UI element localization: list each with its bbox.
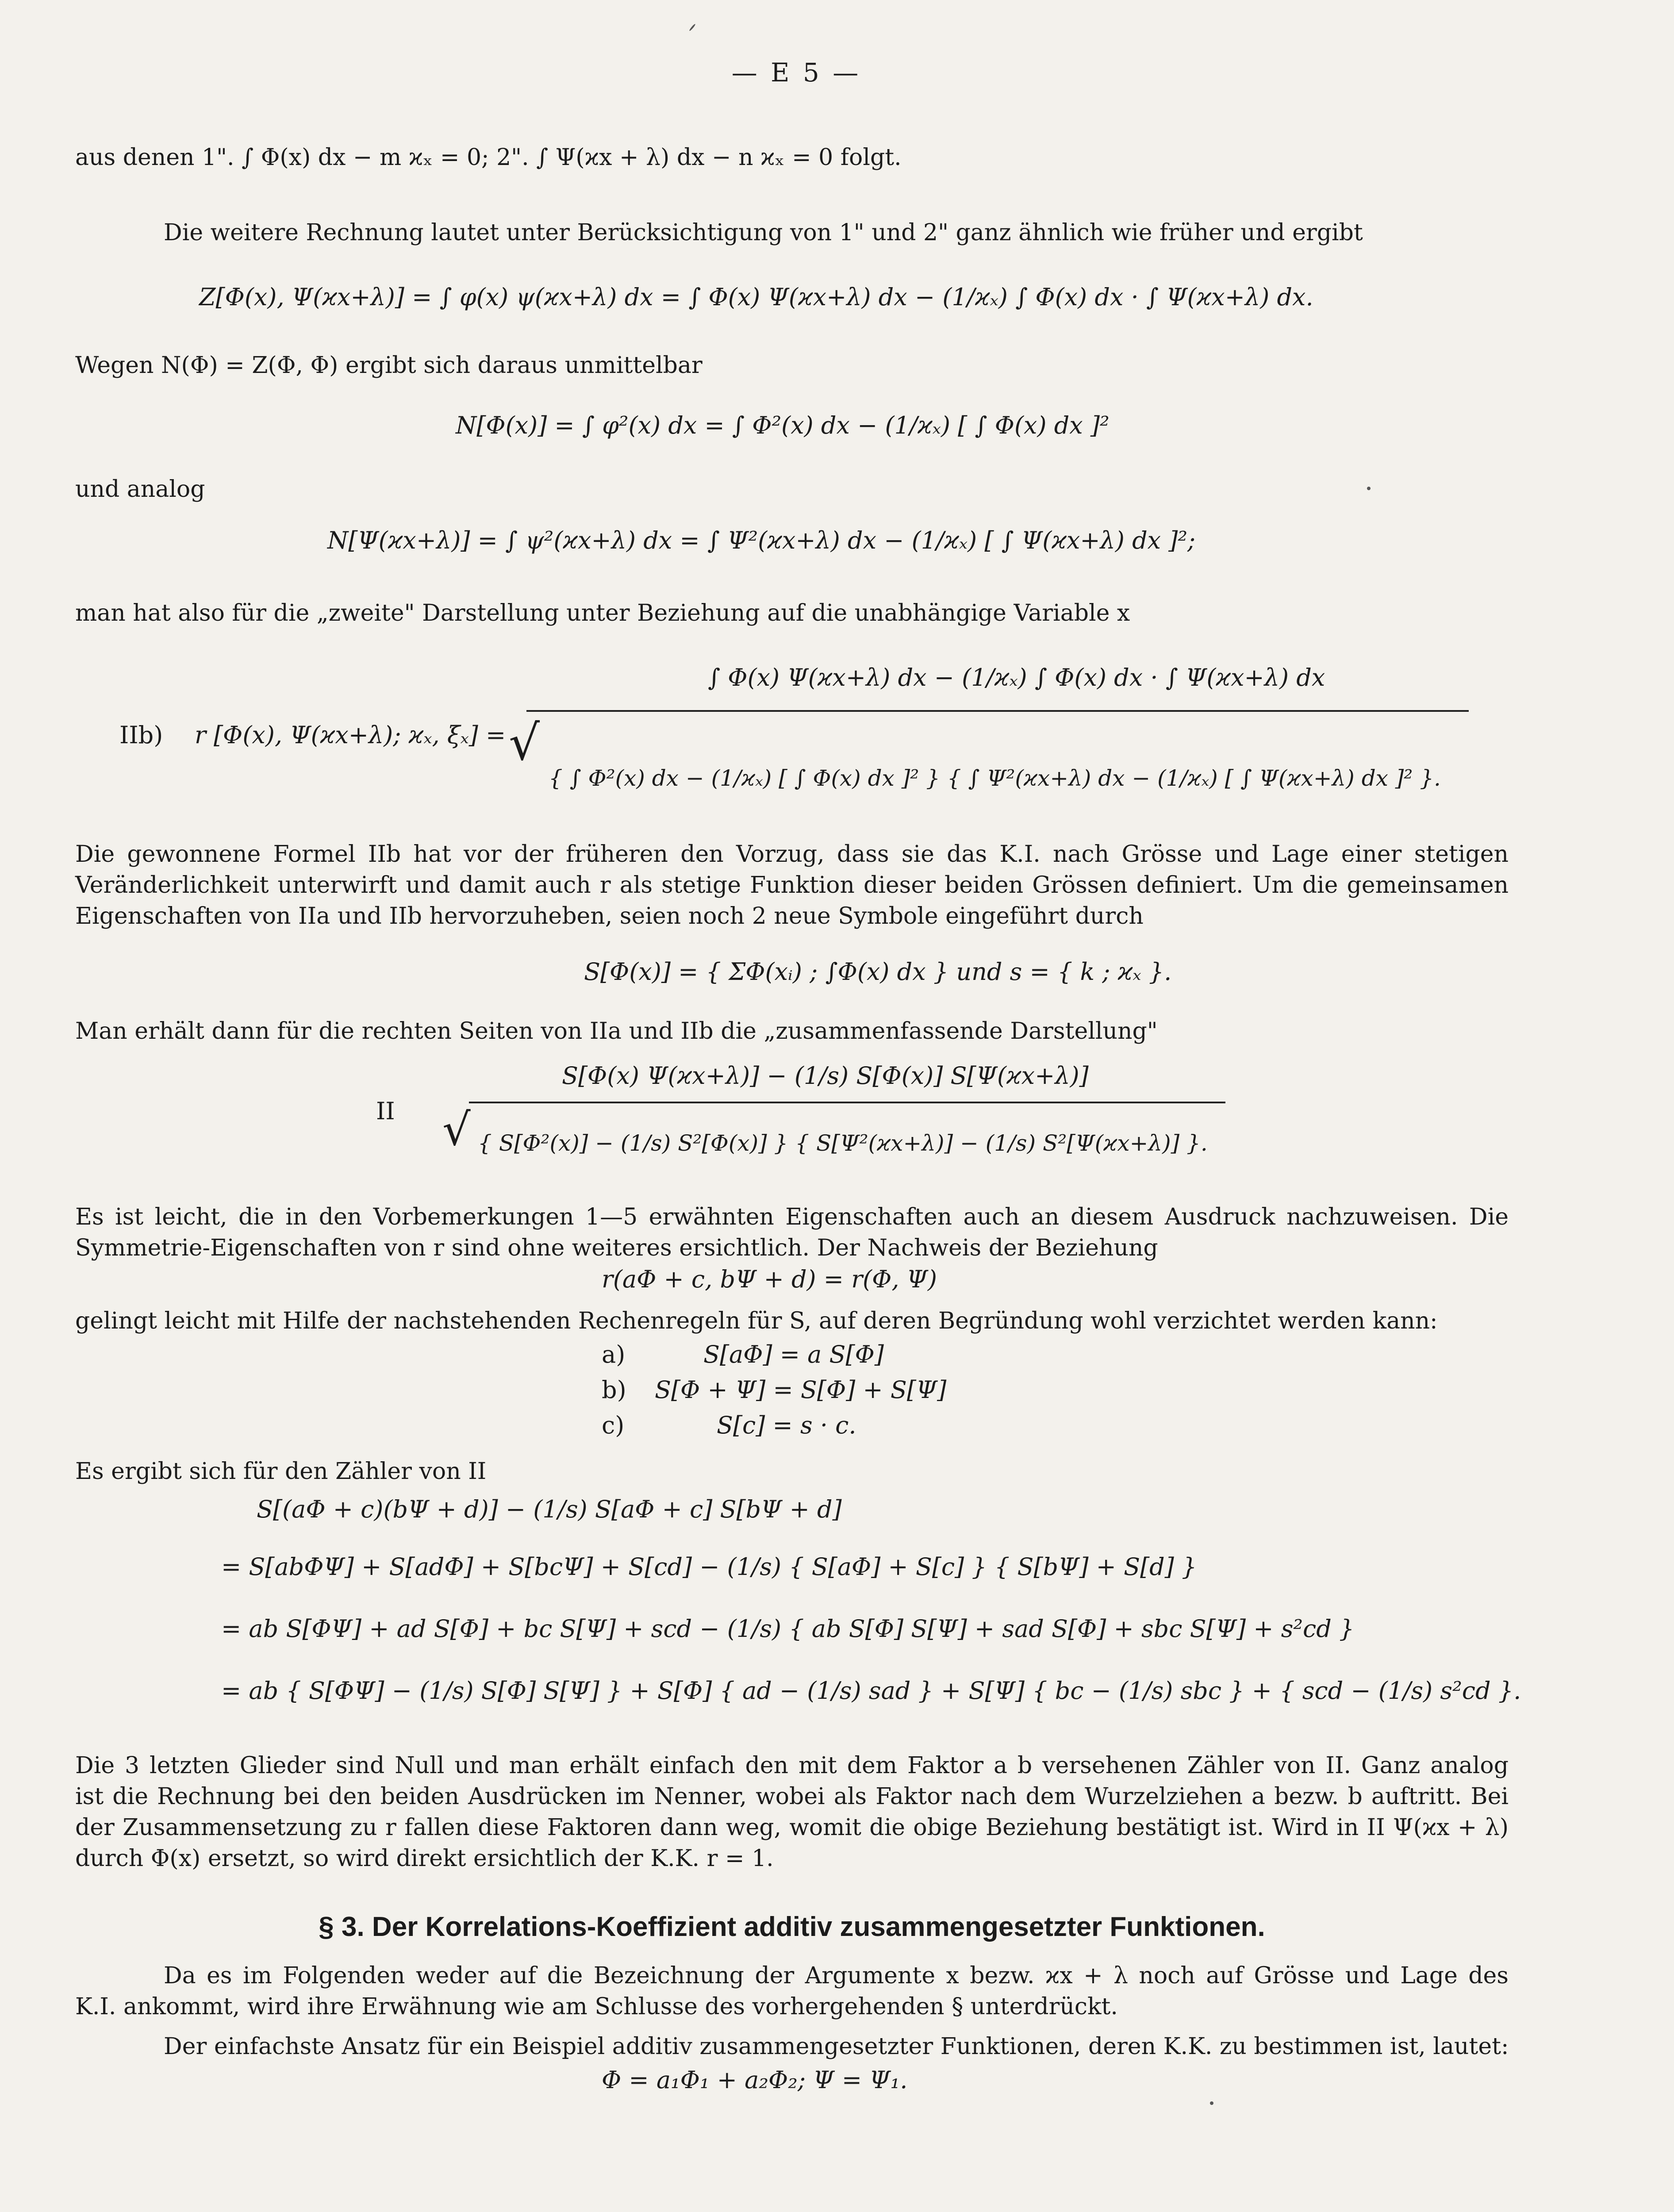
derivation-line-3: = ab S[ΦΨ] + ad S[Φ] + bc S[Ψ] + scd − (1/s) { ab S[Φ] S[Ψ] + sad S[Φ] + sbc S[Ψ] + s²cd } — [221, 1615, 1355, 1643]
text-line: durch Φ(x) ersetzt, so wird direkt ersichtlich der K.K. r = 1. — [75, 1845, 774, 1872]
equation-z: Z[Φ(x), Ψ(ϰx+λ)] = ∫ φ(x) ψ(ϰx+λ) dx = ∫ Φ(x) Ψ(ϰx+λ) dx − (1/ϰₓ) ∫ Φ(x) dx · ∫ Ψ(ϰx+λ) dx. — [199, 283, 1313, 311]
formula-ii-denominator: { S[Φ²(x)] − (1/s) S²[Φ(x)] } { S[Ψ²(ϰx+λ)] − (1/s) S²[Ψ(ϰx+λ)] }. — [478, 1130, 1208, 1156]
text-line: Der einfachste Ansatz für ein Beispiel additiv zusammengesetzter Funktionen, deren K.K. zu bestimmen ist, lautet: — [164, 2033, 1509, 2060]
root-sign: √ — [509, 714, 540, 771]
text-line: aus denen 1". ∫ Φ(x) dx − m ϰₓ = 0; 2". ∫ Ψ(ϰx + λ) dx − n ϰₓ = 0 folgt. — [75, 144, 902, 171]
text-line: Die gewonnene Formel IIb hat vor der früheren den Vorzug, dass sie das K.I. nach Grösse und Lage einer stetigen — [75, 841, 1509, 868]
equation-relation: r(aΦ + c, bΨ + d) = r(Φ, Ψ) — [602, 1265, 937, 1293]
rule-c: S[c] = s · c. — [717, 1411, 856, 1439]
text-line: Es ist leicht, die in den Vorbemerkungen 1—5 erwähnten Eigenschaften auch an diesem Ausdruck nachzuweisen. Die — [75, 1204, 1509, 1230]
text-line: gelingt leicht mit Hilfe der nachstehenden Rechenregeln für S, auf deren Begründung wohl verzichtet werden kann: — [75, 1308, 1438, 1334]
formula-iib-left: r [Φ(x), Ψ(ϰx+λ); ϰₓ, ξₓ] = — [195, 721, 506, 749]
page-number: — E 5 — — [731, 58, 861, 88]
formula-ii-numerator: S[Φ(x) Ψ(ϰx+λ)] − (1/s) S[Φ(x)] S[Ψ(ϰx+λ)] — [562, 1062, 1089, 1090]
scan-speck — [1210, 2101, 1213, 2105]
text-line: K.I. ankommt, wird ihre Erwähnung wie am Schlusse des vorhergehenden § unterdrückt. — [75, 1993, 1118, 2020]
text-line: der Zusammensetzung zu r fallen diese Faktoren dann weg, womit die obige Beziehung bestätigt ist. Wird in II Ψ(ϰx + λ) — [75, 1814, 1509, 1841]
section-heading: § 3. Der Korrelations-Koeffizient additiv zusammengesetzter Funktionen. — [319, 1912, 1265, 1942]
text-line: Man erhält dann für die rechten Seiten von IIa und IIb die „zusammenfassende Darstellung" — [75, 1018, 1158, 1045]
scan-speck — [1367, 487, 1371, 490]
text-line: und analog — [75, 476, 205, 503]
derivation-line-1: S[(aΦ + c)(bΨ + d)] − (1/s) S[aΦ + c] S[bΨ + d] — [257, 1495, 842, 1523]
symbol-definition: S[Φ(x)] = { ΣΦ(xᵢ) ; ∫Φ(x) dx } und s = { k ; ϰₓ }. — [584, 958, 1172, 986]
formula-iib-denominator: { ∫ Φ²(x) dx − (1/ϰₓ) [ ∫ Φ(x) dx ]² } { ∫ Ψ²(ϰx+λ) dx − (1/ϰₓ) [ ∫ Ψ(ϰx+λ) dx ]² }. — [549, 765, 1441, 791]
scan-speck — [689, 23, 696, 31]
equation-n2: N[Ψ(ϰx+λ)] = ∫ ψ²(ϰx+λ) dx = ∫ Ψ²(ϰx+λ) dx − (1/ϰₓ) [ ∫ Ψ(ϰx+λ) dx ]²; — [327, 526, 1196, 554]
rule-b: S[Φ + Ψ] = S[Φ] + S[Ψ] — [655, 1376, 947, 1404]
text-line: Es ergibt sich für den Zähler von II — [75, 1458, 487, 1485]
rule-label: c) — [602, 1411, 625, 1439]
formula-iib-numerator: ∫ Φ(x) Ψ(ϰx+λ) dx − (1/ϰₓ) ∫ Φ(x) dx · ∫ Ψ(ϰx+λ) dx — [708, 664, 1325, 691]
formula-label-ii: II — [376, 1097, 395, 1125]
text-line: Da es im Folgenden weder auf die Bezeichnung der Argumente x bezw. ϰx + λ noch auf Grösse und Lage des — [164, 1962, 1509, 1989]
text-line: ist die Rechnung bei den beiden Ausdrücken im Nenner, wobei als Faktor nach dem Wurzelziehen a bezw. b auftritt. Bei — [75, 1783, 1509, 1810]
text-line: Veränderlichkeit unterwirft und damit auch r als stetige Funktion dieser beiden Grössen definiert. Um die gemeinsamen — [75, 872, 1509, 899]
text-line: man hat also für die „zweite" Darstellung unter Beziehung auf die unabhängige Variable x — [75, 600, 1130, 626]
root-sign: √ — [442, 1104, 471, 1156]
equation-n1: N[Φ(x)] = ∫ φ²(x) dx = ∫ Φ²(x) dx − (1/ϰₓ) [ ∫ Φ(x) dx ]² — [456, 411, 1110, 439]
text-line: Symmetrie-Eigenschaften von r sind ohne weiteres ersichtlich. Der Nachweis der Beziehung — [75, 1235, 1158, 1261]
rule-label: a) — [602, 1340, 626, 1368]
text-line: Die 3 letzten Glieder sind Null und man erhält einfach den mit dem Faktor a b versehenen Zähler von II. Ganz analog — [75, 1752, 1509, 1779]
formula-label-iib: IIb) — [119, 721, 163, 749]
rule-label: b) — [602, 1376, 626, 1404]
fraction-bar — [526, 710, 1469, 712]
derivation-line-2: = S[abΦΨ] + S[adΦ] + S[bcΨ] + S[cd] − (1/s) { S[aΦ] + S[c] } { S[bΨ] + S[d] } — [221, 1553, 1197, 1581]
rule-a: S[aΦ] = a S[Φ] — [703, 1340, 884, 1368]
text-line: Eigenschaften von IIa und IIb hervorzuheben, seien noch 2 neue Symbole eingeführt durch — [75, 903, 1144, 929]
text-line: Wegen N(Φ) = Z(Φ, Φ) ergibt sich daraus unmittelbar — [75, 352, 703, 379]
equation-final: Φ = a₁Φ₁ + a₂Φ₂; Ψ = Ψ₁. — [602, 2066, 908, 2094]
text-line: Die weitere Rechnung lautet unter Berücksichtigung von 1" und 2" ganz ähnlich wie früher und ergibt — [164, 219, 1363, 246]
fraction-bar — [469, 1102, 1225, 1103]
derivation-line-4: = ab { S[ΦΨ] − (1/s) S[Φ] S[Ψ] } + S[Φ] { ad − (1/s) sad } + S[Ψ] { bc − (1/s) sbc } + { scd − (1/s) s²cd }. — [221, 1677, 1521, 1705]
